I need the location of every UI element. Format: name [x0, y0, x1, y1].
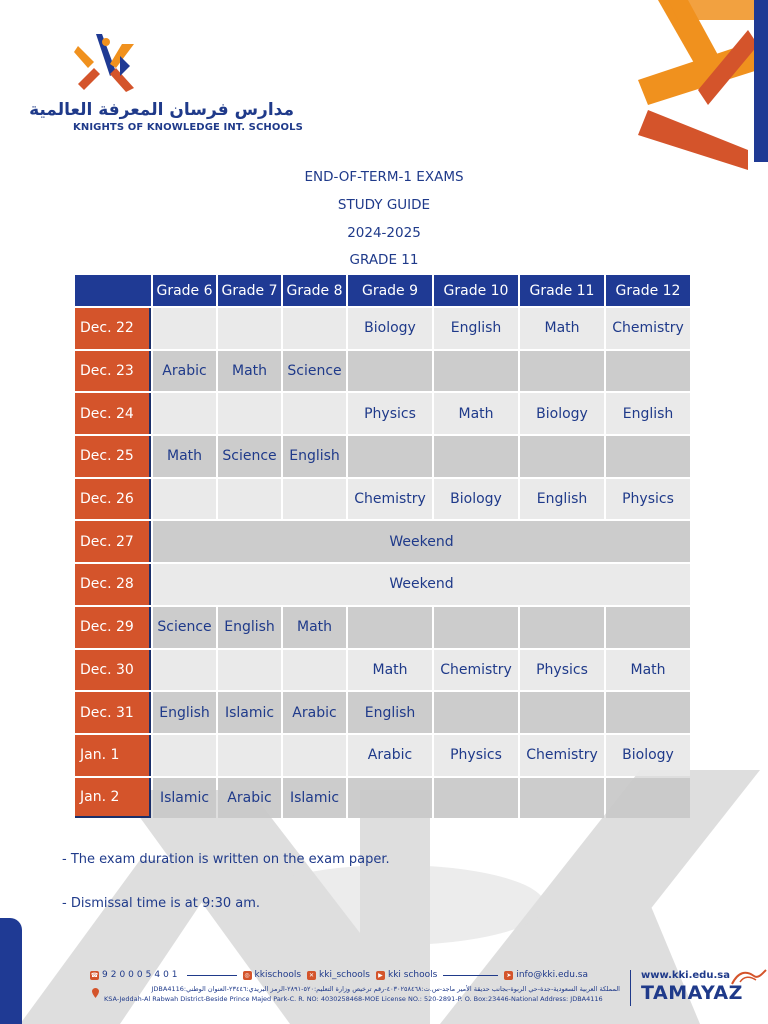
- row-date: Dec. 29: [75, 607, 151, 648]
- exam-subject-cell: Chemistry: [606, 308, 690, 349]
- school-name-arabic: مدارس فرسان المعرفة العالمية: [29, 100, 294, 120]
- exam-subject-cell: Math: [606, 650, 690, 691]
- corner-decoration: [608, 0, 768, 170]
- row-date: Dec. 31: [75, 692, 151, 733]
- table-row: [75, 650, 690, 691]
- exam-subject-cell: Arabic: [218, 778, 281, 819]
- exam-subject-cell: [283, 735, 346, 776]
- exam-subject-cell: [153, 650, 216, 691]
- table-row: [75, 778, 690, 819]
- exam-subject-cell: Chemistry: [348, 479, 432, 520]
- exam-subject-cell: Physics: [434, 735, 518, 776]
- exam-subject-cell: [153, 393, 216, 434]
- row-date: Dec. 22: [75, 308, 151, 349]
- exam-subject-cell: Science: [283, 351, 346, 392]
- table-row: [75, 564, 690, 605]
- exam-subject-cell: Arabic: [153, 351, 216, 392]
- table-row: [75, 479, 690, 520]
- exam-subject-cell: [606, 607, 690, 648]
- exam-subject-cell: [283, 393, 346, 434]
- exam-subject-cell: Arabic: [348, 735, 432, 776]
- weekend-cell: Weekend: [153, 521, 690, 562]
- exam-subject-cell: Islamic: [218, 692, 281, 733]
- exam-subject-cell: Math: [348, 650, 432, 691]
- exam-subject-cell: [348, 778, 432, 819]
- footer-youtube[interactable]: [376, 970, 437, 980]
- note-exam-duration: - The exam duration is written on the exam paper.: [62, 852, 390, 867]
- footer-phone: [90, 970, 181, 980]
- footer-contact-row: [90, 968, 588, 982]
- exam-subject-cell: [434, 351, 518, 392]
- column-header: Grade 8: [283, 275, 346, 306]
- table-row: [75, 436, 690, 477]
- email-icon: ➤: [506, 971, 512, 979]
- exam-subject-cell: English: [218, 607, 281, 648]
- exam-subject-cell: English: [434, 308, 518, 349]
- row-date: Dec. 27: [75, 521, 151, 562]
- youtube-icon: ▶: [376, 971, 385, 980]
- exam-subject-cell: [606, 436, 690, 477]
- exam-subject-cell: [520, 692, 604, 733]
- row-date: Dec. 28: [75, 564, 151, 605]
- footer-address-arabic: المملكة العربية السعودية-جدة-حي الربوة-بجانب حديقة الأمير ماجد-س.ت:٤٠٣٠٢٥٨٤٦٨-رقم ترخيص وزارة التعليم:٥٢٠-٢٨٩١-الرمز البريدي:٢٣٤٤٦-العنوان الوطني:JDBA4116: [151, 985, 620, 993]
- exam-subject-cell: [348, 436, 432, 477]
- exam-subject-cell: [520, 351, 604, 392]
- exam-subject-cell: [218, 735, 281, 776]
- exam-subject-cell: English: [348, 692, 432, 733]
- knight-logo-icon: [72, 32, 140, 98]
- academic-year: 2024-2025: [347, 225, 421, 241]
- table-row: [75, 308, 690, 349]
- exam-subject-cell: Science: [218, 436, 281, 477]
- footer-divider-line: [443, 975, 498, 976]
- column-header: Grade 7: [218, 275, 281, 306]
- row-date: Dec. 23: [75, 351, 151, 392]
- exam-subject-cell: [348, 607, 432, 648]
- school-name-english: KNIGHTS OF KNOWLEDGE INT. SCHOOLS: [73, 122, 303, 133]
- right-edge-bar: [754, 0, 768, 162]
- row-date: Jan. 1: [75, 735, 151, 776]
- exam-subject-cell: [153, 479, 216, 520]
- row-date: Dec. 25: [75, 436, 151, 477]
- exam-schedule-table: [73, 273, 692, 820]
- exam-subject-cell: English: [520, 479, 604, 520]
- exam-subject-cell: Physics: [348, 393, 432, 434]
- tamayaz-logo-icon: [730, 968, 768, 986]
- exam-subject-cell: [606, 692, 690, 733]
- exam-subject-cell: Science: [153, 607, 216, 648]
- grade-title: GRADE 11: [349, 252, 419, 268]
- exam-subject-cell: [218, 479, 281, 520]
- footer-vertical-divider: [630, 970, 631, 1006]
- exam-subject-cell: [434, 607, 518, 648]
- exam-subject-cell: Biology: [348, 308, 432, 349]
- exam-subject-cell: English: [283, 436, 346, 477]
- left-edge-bar: [0, 918, 22, 1024]
- exam-subject-cell: Physics: [606, 479, 690, 520]
- phone-icon: ☎: [90, 971, 99, 979]
- instagram-icon: ◎: [244, 971, 250, 979]
- table-row: [75, 393, 690, 434]
- exam-subject-cell: [348, 351, 432, 392]
- exam-subject-cell: [218, 393, 281, 434]
- exam-subject-cell: Arabic: [283, 692, 346, 733]
- footer-instagram[interactable]: [243, 970, 301, 980]
- column-header: Grade 10: [434, 275, 518, 306]
- page-footer: [90, 968, 768, 1024]
- table-row: [75, 692, 690, 733]
- exam-subject-cell: Biology: [434, 479, 518, 520]
- x-icon: ✕: [309, 971, 315, 979]
- exam-subject-cell: Math: [434, 393, 518, 434]
- footer-divider-line: [187, 975, 237, 976]
- column-header: Grade 6: [153, 275, 216, 306]
- exam-subject-cell: [283, 308, 346, 349]
- exam-subject-cell: Math: [520, 308, 604, 349]
- column-header: Grade 11: [520, 275, 604, 306]
- exam-subject-cell: [218, 308, 281, 349]
- column-header: Grade 9: [348, 275, 432, 306]
- row-date: Dec. 30: [75, 650, 151, 691]
- table-row: [75, 735, 690, 776]
- youtube-handle: kki schools: [387, 970, 438, 980]
- school-logo: [29, 30, 310, 140]
- table-row: [75, 521, 690, 562]
- exam-subject-cell: [606, 778, 690, 819]
- tamayaz-brand: TAMAYAZ: [641, 982, 743, 1004]
- exam-subject-cell: Math: [283, 607, 346, 648]
- website-link[interactable]: www.kki.edu.sa: [641, 970, 730, 981]
- footer-address-english: KSA-Jeddah-Al Rabwah District-Beside Prince Majed Park-C. R. NO: 4030258468-MOE License NO.: 520-2891-P. O. Box:23446-National Address: JDBA4116: [104, 995, 603, 1003]
- exam-subject-cell: [520, 778, 604, 819]
- exam-subject-cell: Math: [218, 351, 281, 392]
- exam-subject-cell: [283, 479, 346, 520]
- row-date: Dec. 26: [75, 479, 151, 520]
- exam-subject-cell: English: [153, 692, 216, 733]
- exam-subject-cell: [606, 351, 690, 392]
- note-dismissal-time: - Dismissal time is at 9:30 am.: [62, 896, 261, 911]
- table-row: [75, 607, 690, 648]
- exam-subject-cell: [520, 436, 604, 477]
- exam-subject-cell: Biology: [606, 735, 690, 776]
- guide-title: STUDY GUIDE: [337, 197, 431, 213]
- instagram-handle: kkischools: [254, 970, 302, 980]
- footer-email[interactable]: [504, 970, 588, 980]
- exam-subject-cell: English: [606, 393, 690, 434]
- row-date: Jan. 2: [75, 778, 151, 819]
- footer-x[interactable]: [307, 970, 370, 980]
- exam-subject-cell: Math: [153, 436, 216, 477]
- location-pin-icon: [92, 988, 99, 998]
- exam-subject-cell: Islamic: [153, 778, 216, 819]
- exam-subject-cell: [434, 692, 518, 733]
- exam-subject-cell: [153, 308, 216, 349]
- email-address: info@kki.edu.sa: [516, 970, 589, 980]
- table-row: [75, 351, 690, 392]
- exam-subject-cell: Physics: [520, 650, 604, 691]
- exam-subject-cell: [153, 735, 216, 776]
- table-header-row: [75, 275, 690, 306]
- exam-subject-cell: Biology: [520, 393, 604, 434]
- exam-subject-cell: Chemistry: [520, 735, 604, 776]
- table-body: [75, 308, 690, 818]
- column-header: Grade 12: [606, 275, 690, 306]
- row-date: Dec. 24: [75, 393, 151, 434]
- exam-subject-cell: [520, 607, 604, 648]
- weekend-cell: Weekend: [153, 564, 690, 605]
- exam-subject-cell: [434, 436, 518, 477]
- exam-title: END-OF-TERM-1 EXAMS: [304, 169, 464, 185]
- phone-number: 920005401: [102, 970, 181, 980]
- x-handle: kki_schools: [319, 970, 370, 980]
- exam-subject-cell: Chemistry: [434, 650, 518, 691]
- exam-subject-cell: [283, 650, 346, 691]
- header-corner-cell: [75, 275, 151, 306]
- exam-subject-cell: [218, 650, 281, 691]
- exam-subject-cell: Islamic: [283, 778, 346, 819]
- exam-subject-cell: [434, 778, 518, 819]
